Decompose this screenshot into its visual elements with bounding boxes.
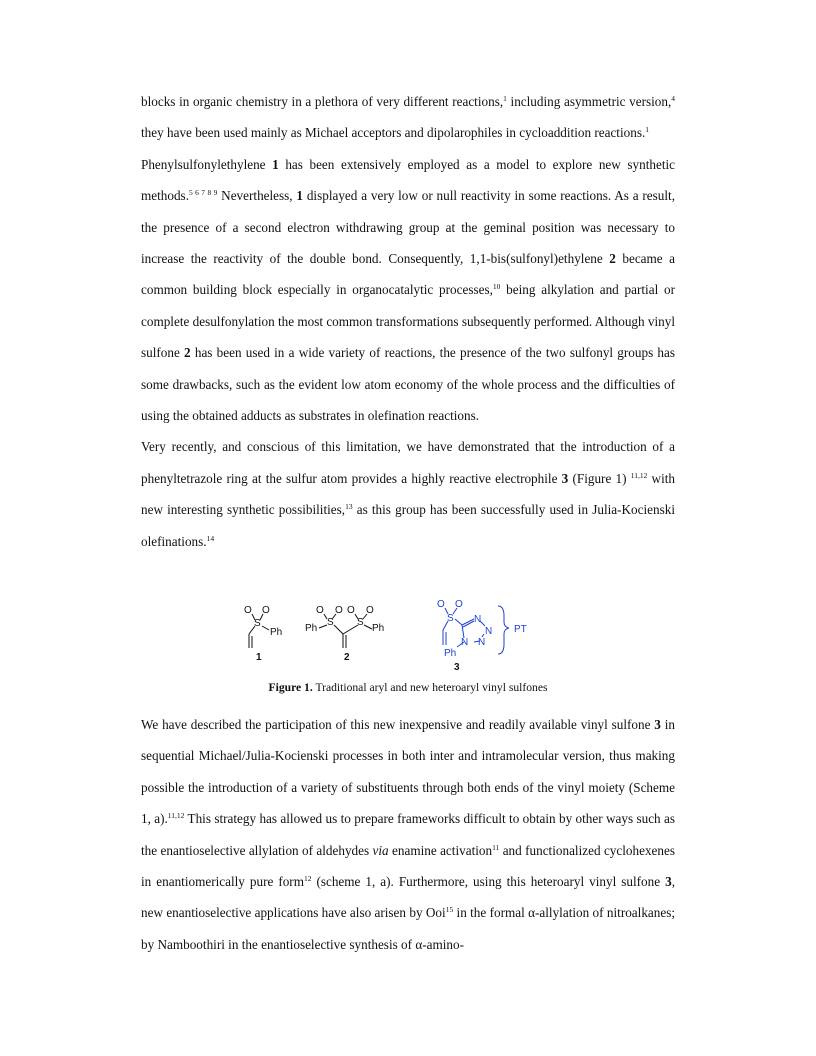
c1-s: S — [254, 618, 261, 629]
text-run: has been extensively employed as a model to explore new synthetic methods. — [141, 156, 675, 204]
text-run: , new enantioselective applications have also arisen by Ooi — [141, 874, 675, 921]
compound-ref: 2 — [184, 345, 191, 361]
c2-s-right: S — [357, 617, 364, 628]
text-run: Nevertheless, — [217, 188, 297, 204]
citation-superscript: 11 — [492, 842, 500, 852]
citation-superscript: 15 — [445, 905, 454, 915]
compound-ref: 2 — [609, 251, 616, 267]
text-run: being alkylation and partial or complete desulfonylation the most common transformations subsequently performed. Although vinyl sulfone — [141, 282, 676, 361]
text-run: in the formal α-allylation of nitroalkanes; by Namboothiri in the enantioselective synthesis of α-amino- — [141, 905, 676, 952]
c2-o-3: O — [347, 605, 355, 616]
c2-o-4: O — [366, 605, 374, 616]
text-run: displayed a very low or null reactivity in some reactions. As a result, the presence of a second electron withdrawing group at the geminal position was necessary to increase the reactivity of the double bond. Consequently, 1,1-bis(sulfonyl)ethylene — [141, 188, 675, 267]
c1-o-right: O — [262, 605, 270, 616]
body-text-bottom — [141, 709, 675, 960]
citation-superscript: 4 — [671, 94, 675, 103]
compound-3-label: 3 — [454, 662, 460, 672]
c3-n-4: N — [461, 637, 469, 648]
citation-superscript: 13 — [345, 502, 353, 512]
citation-superscript: 12 — [303, 874, 312, 884]
text-run: they have been used mainly as Michael acceptors and dipolarophiles in cycloaddition reactions. — [141, 125, 646, 141]
text-run: Very recently, and conscious of this limitation, we have demonstrated that the introduction of a phenyltetrazole ring at the sulfur atom provides a highly reactive electrophile — [141, 439, 675, 486]
text-run: This strategy has allowed us to prepare frameworks difficult to obtain by other ways such as the enantioselective allylation of aldehydes — [141, 811, 675, 858]
citation-superscript: 11,12 — [630, 470, 648, 480]
c3-n-2: N — [485, 626, 493, 637]
compound-2-label: 2 — [344, 652, 350, 663]
compound-ref: 1 — [296, 188, 304, 204]
vinyl-sulfones-structures — [141, 592, 675, 672]
citation-superscript: 14 — [206, 533, 215, 543]
c1-o-left: O — [244, 605, 252, 616]
citation-superscript: 10 — [492, 282, 501, 292]
text-run: Phenylsulfonylethylene — [141, 156, 273, 172]
caption-label: Figure 1. — [268, 681, 313, 694]
text-run: We have described the participation of this new inexpensive and readily available vinyl sulfone — [141, 717, 655, 732]
paragraph-4 — [141, 709, 675, 960]
text-run: blocks in organic chemistry in a plethora of very different reactions, — [141, 94, 504, 109]
c3-o-left: O — [437, 599, 445, 610]
c2-ph-left: Ph — [305, 623, 318, 634]
compound-ref: 3 — [561, 470, 569, 486]
compound-ref: 1 — [272, 156, 279, 172]
text-run: as this group has been successfully used in Julia-Kocienski olefinations. — [141, 502, 675, 549]
c3-o-right: O — [455, 599, 463, 610]
c1-ph: Ph — [270, 627, 283, 638]
compound-1-label: 1 — [256, 652, 262, 663]
compound-ref: 3 — [665, 874, 672, 890]
figure-1 — [141, 592, 675, 672]
text-run: with new interesting synthetic possibilities, — [141, 470, 675, 518]
c2-o-2: O — [335, 605, 343, 616]
c3-s: S — [447, 613, 454, 624]
text-run: (Figure 1) — [568, 470, 631, 486]
citation-superscript: 1 — [503, 94, 507, 103]
italic-run: via — [372, 842, 389, 858]
c3-n-1: N — [474, 614, 482, 625]
paragraph-3 — [141, 431, 675, 557]
text-run: became a common building block especially in organocatalytic processes, — [141, 251, 675, 298]
figure-caption — [141, 681, 675, 694]
c3-n-3: N — [478, 637, 486, 648]
text-run: in sequential Michael/Julia-Kocienski processes in both inter and intramolecular version, thus making possible the introduction of a variety of substituents through both ends of the vinyl moiety (Scheme 1, a). — [141, 717, 675, 827]
text-run: and functionalized cyclohexenes in enantiomerically pure form — [141, 842, 675, 890]
body-text-top — [141, 86, 675, 557]
text-run: (scheme 1, a). Furthermore, using this heteroaryl vinyl sulfone — [311, 874, 666, 890]
citation-superscript: 11,12 — [167, 811, 185, 821]
compound-ref: 3 — [654, 717, 661, 732]
text-run: enamine activation — [388, 842, 493, 858]
caption-text: Traditional aryl and new heteroaryl vinyl sulfones — [312, 681, 548, 694]
text-run: has been used in a wide variety of reactions, the presence of the two sulfonyl groups has some drawbacks, such as the evident low atom economy of the whole process and the difficulties of using the obtained adducts as substrates in olefination reactions. — [141, 345, 676, 424]
c2-o-1: O — [316, 605, 324, 616]
c3-pt-label: PT — [514, 624, 527, 635]
paragraph-1 — [141, 86, 675, 149]
c3-ph: Ph — [444, 648, 457, 659]
text-run: including asymmetric version, — [506, 94, 672, 109]
paragraph-2 — [141, 149, 675, 432]
citation-superscript: 1 — [645, 125, 650, 135]
citation-superscript: 5 6 7 8 9 — [189, 188, 218, 198]
c2-ph-right: Ph — [372, 623, 385, 634]
c2-s-left: S — [327, 617, 334, 628]
